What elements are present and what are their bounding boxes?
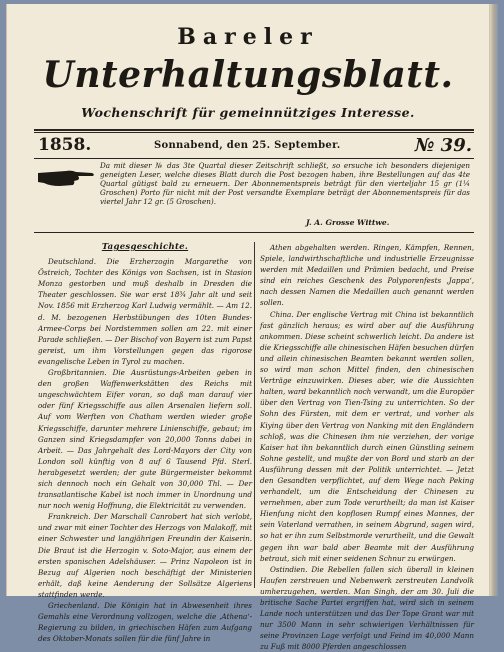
notice-rule [34,232,474,233]
article-india: Ostindien. Die Rebellen fallen sich überall in kleinen Haufen zerstreuen und Nebenwerk zerstreuten Landvolk umherzugehen, werden. Man Singh, der am 30. Juli die britische Sache Partei ergriffen hat, wird sich in seinem Lande noch unterstützen und das Der Tope Grant war mit nur 3500 Mann in sehr schwierigen Verhältnissen für seine Provinzen Lage verfolgt und Feind im 40,000 Mann zu Fuß mit 8000 Pferden angeschlossen [260,564,474,652]
dateline-rule [34,158,474,159]
masthead-title: Unterhaltungsblatt. [42,54,454,96]
article-germany: Deutschland. Die Erzherzogin Margarethe von Östreich, Tochter des Königs von Sachsen, ist in Stasion Monza gestorben und muß deshalb in Dresden die Theater geschlossen. Sie war erst 18¾ Jahr alt und seit Nov. 1856 mit Erzherzog Karl Ludwig vermählt. — Am 12. d. M. bezogenen Herbstübungen des 10ten Bundes-Armee-Corps bei Nordstemmen sollen am 22. mit einer Parade schließen. — Der Bischof von Bayern ist zum Papst gereist, um ihm Vorstellungen gegen das rigorose evangelische Leben in Tyrol zu machen. [38,257,252,366]
masthead-subtitle: Wochenschrift für gemeinnütziges Interesse. [81,105,415,120]
issue-date: Sonnabend, den 25. September. [154,140,341,151]
article-china: China. Der englische Vertrag mit China ist bekanntlich fast gänzlich heraus; es wird aber auf die Ausführung ankommen. Diese scheint schwerlich leicht. Da andere ist die Kriegsschiffe alle chinesischen Häfen besuchen dürfen und allein chinesischen Beamten bekannt werden sollen, so wird man schon Mittel finden, den chinesischen Verträge einzuwirken. Dieses aber, wie die Aussichten halten, ward bekanntlich noch verwandt, um die Europäer über den Vertrag von Tien-Tsing zu unterrichten. So der Sohn des Fürsten, mit dem er vertrat, und vorher als Kiying über den Vertrag von Nanking mit den Engländern schloß, was die Chinesen ihm nie verziehen, der vorige Kaiser hat ihn bekanntlich durch einen Günstling seinem Sohne gestellt, und mußte der von Bord und starb an der Ausführung dessen mit der Politik unterrichtet. — Jetzt den Gesandten verpflichtet, auf dem Wege nach Peking verhandelt, um die Entscheidung der Chinesen zu vernehmen, aber zum Tode verurtheilt; da man ist Kaiser Hienfung nicht den kopflosen Rumpf eines Mannes, der sein Vaterland verrathen, in seinem Abgrund, sagen wird, so hat er ihn zum Selbstmorde verurtheilt, und die Gewalt gegen ihn war bald aber Beamte mit der Ausführung betraut, sich mit einer seidenen Schnur zu erwürgen. [260,309,474,563]
top-rule-thin [34,132,474,133]
article-greece: Griechenland. Die Königin hat in Abwesenheit ihres Gemahls eine Verordnung vollzogen, welche die ‚Athena‘-Regierung zu bilden, in griechischen Häfen zum Aufgang des Oktober-Monats sollen für die fünf Jahre in [38,601,252,644]
notice-signature: J. A. Grosse Wittwe. [306,218,390,227]
article-britain: Großbritannien. Die Ausrüstungs-Arbeiten geben in den großen Waffenwerkstätten des Reichs mit ungeschwächtem Eifer voran, so daß man darauf vier oder fünf Kriegsschiffe aus allen Arsenalen liefern soll. Auf vom Werften von Chatham werden wieder große Kriegsschiffe, darunter mehrere Linienschiffe, gebaut; im Ganzen sind Kriegsdampfer von 20,000 Tonns dabei in Arbeit. — Das Jahrgehalt des Lord-Mayors der City von London soll künftig von 8 auf 6 Tausend Pfd. Sterl. herabgesetzt werden; der gute Bürgermeister bekommt sich dennoch noch ein Gehalt von 30,000 Thl. — Der transatlantische Kabel ist noch immer in Unordnung und nur noch wenig Hoffnung, die Elektricität zu verwenden. [38,368,252,511]
issue-number: № 39. [414,135,472,156]
article-athens: Athen abgehalten werden. Ringen, Kämpfen, Rennen, Spiele, landwirthschaftliche und industrielle Erzeugnisse werden mit Medaillen und Prämien bedacht, und Preise sind ein reiches Geschenk des Polyporenfests ‚Jappa‘, nach dessen Namen die Medaillen auch genannt werden sollen. [260,243,474,308]
right-column [260,242,474,652]
pointing-hand-icon [36,164,96,190]
column-divider [254,242,255,588]
left-column [38,242,252,644]
section-heading: Tagesgeschichte. [101,242,189,252]
top-rule [34,129,474,131]
newspaper-page [6,4,490,652]
page-edge [490,4,498,596]
dateline [34,135,474,159]
issue-year: 1858. [38,135,92,155]
header-town-name: Bareler [177,24,319,50]
article-france: Frankreich. Der Marschall Canrobert hat sich verlobt, und zwar mit einer Tochter des Herzogs von Malakoff, mit einer Schwester und langjährigen Freundin der Kaiserin. Die Braut ist die Herzogin v. Soto-Major, aus einem der ersten spanischen Adelshäuser. — Prinz Napoleon ist in Bezug auf Algerien noch beschäftigt der Ministerien erhält, daß keine Aenderung der Sollsätze Algeriens stattfinden werde. [38,512,252,599]
subscription-notice: Da mit dieser № das 3te Quartal dieser Zeitschrift schließt, so ersuche ich besonders diejenigen geneigten Leser, welche dieses Blatt durch die Post bezogen haben, ihre Bestellungen auf das 4te Quartal gütigst bald zu erneuern. Der Abonnementspreis beträgt für den vierteljahr 15 gr (1¼ Groschen) Porto für nicht mit der Post versandte Exemplare beträgt der Abonnementspreis für das viertel Jahr 12 gr. (5 Groschen). [100,161,470,207]
